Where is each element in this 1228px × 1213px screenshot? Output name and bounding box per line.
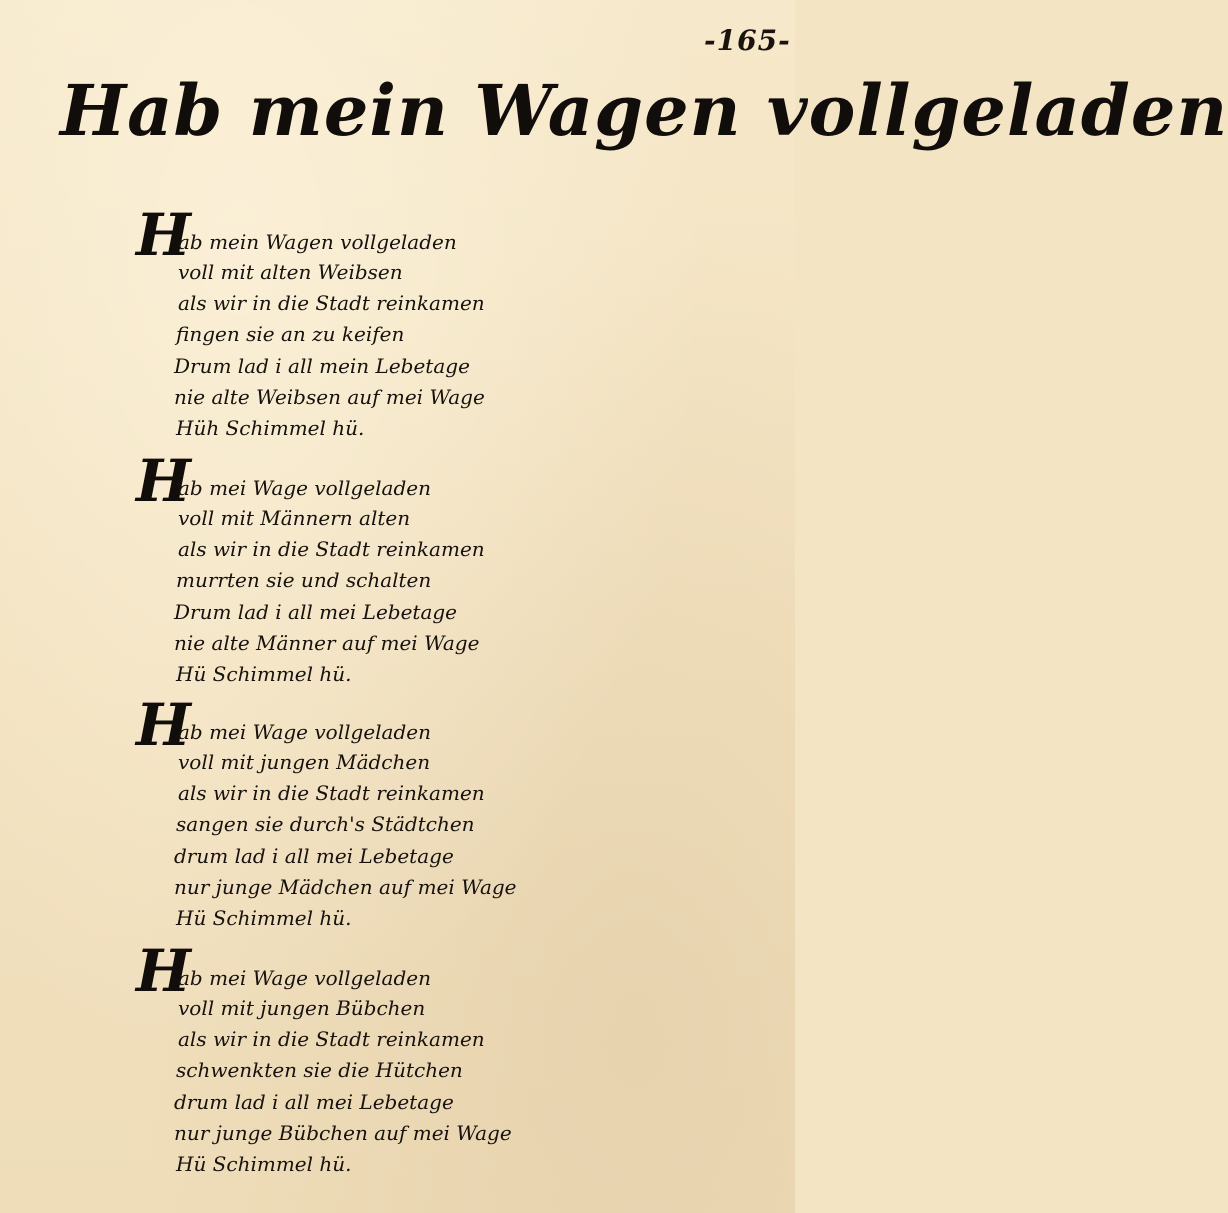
- stanza-line: murrten sie und schalten: [176, 568, 432, 592]
- stanza-line: ab mei Wage vollgeladen: [178, 476, 431, 500]
- stanza-initial: H: [136, 447, 191, 515]
- song-title: Hab mein Wagen vollgeladen: [60, 69, 1228, 152]
- stanza-line: nur junge Mädchen auf mei Wage: [174, 875, 517, 899]
- stanza-line: drum lad i all mei Lebetage: [174, 1090, 454, 1114]
- stanza-line: voll mit alten Weibsen: [178, 260, 403, 284]
- stanza-line: ab mein Wagen vollgeladen: [178, 230, 457, 254]
- stanza-line: Hü Schimmel hü.: [176, 662, 352, 686]
- stanza-line: Drum lad i all mei Lebetage: [174, 600, 458, 624]
- stanza-line: drum lad i all mei Lebetage: [174, 844, 454, 868]
- stanza-line: als wir in die Stadt reinkamen: [178, 781, 485, 805]
- stanza-line: Hü Schimmel hü.: [176, 1152, 352, 1176]
- stanza-line: nie alte Weibsen auf mei Wage: [174, 385, 485, 409]
- stanza-line: schwenkten sie die Hütchen: [176, 1058, 463, 1082]
- stanza-line: voll mit jungen Mädchen: [178, 750, 431, 774]
- stanza-line: ab mei Wage vollgeladen: [178, 966, 431, 990]
- stanza-line: als wir in die Stadt reinkamen: [178, 1027, 485, 1051]
- page-number: -165-: [704, 24, 791, 57]
- stanza-line: nur junge Bübchen auf mei Wage: [174, 1121, 512, 1145]
- stanza-line: sangen sie durch's Städtchen: [176, 812, 475, 836]
- stanza-line: voll mit jungen Bübchen: [178, 996, 426, 1020]
- stanza-initial: H: [136, 201, 191, 269]
- stanza-initial: H: [136, 937, 191, 1005]
- stanza-line: ab mei Wage vollgeladen: [178, 720, 431, 744]
- stanza-line: voll mit Männern alten: [178, 506, 411, 530]
- stanza-line: als wir in die Stadt reinkamen: [178, 537, 485, 561]
- stanza-line: Drum lad i all mein Lebetage: [174, 354, 470, 378]
- stanza-line: fingen sie an zu keifen: [176, 322, 405, 346]
- stanza-line: nie alte Männer auf mei Wage: [174, 631, 480, 655]
- stanza-line: Hü Schimmel hü.: [176, 906, 352, 930]
- stanza-line: Hüh Schimmel hü.: [176, 416, 365, 440]
- stanza-initial: H: [136, 691, 191, 759]
- stanza-line: als wir in die Stadt reinkamen: [178, 291, 485, 315]
